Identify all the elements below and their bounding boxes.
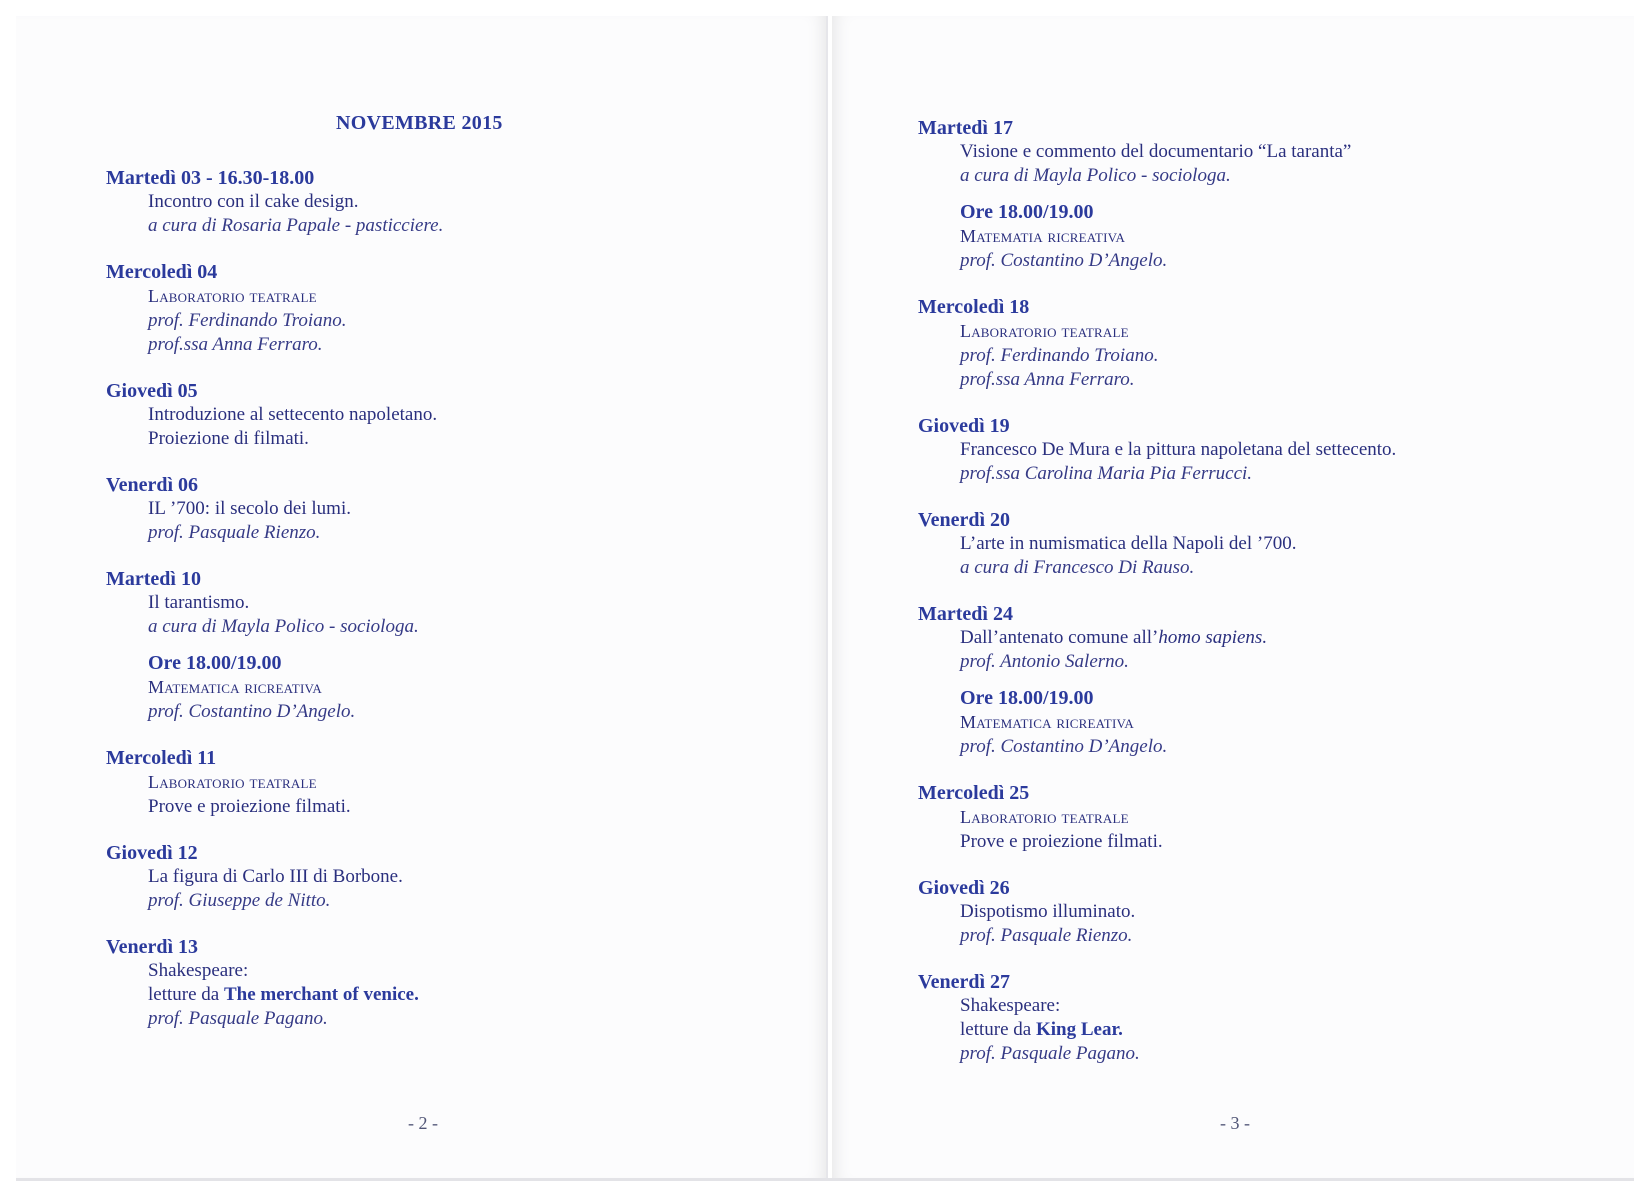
activity-name: Matematica ricreativa	[148, 677, 322, 697]
line-text: prof. Costantino D’Angelo.	[148, 701, 356, 722]
description-line	[918, 805, 1618, 830]
description-line	[106, 675, 806, 700]
entry-day: Giovedì 12	[106, 842, 198, 864]
line-text: Shakespeare:	[148, 960, 249, 981]
line-text: prof. Antonio Salerno.	[960, 651, 1129, 672]
line-text: Visione e commento del documentario “La taranta”	[960, 141, 1352, 162]
entry-day: Martedì 17	[918, 117, 1013, 139]
entry-day: Giovedì 26	[918, 877, 1010, 899]
description-line	[918, 140, 1618, 164]
presenter-line	[106, 615, 806, 639]
page-bottom-edge	[16, 1178, 1634, 1181]
presenter-line	[106, 521, 806, 545]
line-text: prof. Pasquale Pagano.	[148, 1008, 328, 1029]
presenter-line	[106, 889, 806, 913]
schedule-column-right	[918, 116, 1618, 1088]
line-text: Prove e proiezione filmati.	[148, 796, 351, 817]
page-left	[16, 16, 828, 1180]
line-text: L’arte in numismatica della Napoli del ’700.	[960, 533, 1297, 554]
schedule-entry	[918, 116, 1618, 273]
schedule-entry	[106, 166, 806, 238]
line-text: Francesco De Mura e la pittura napoletana del settecento.	[960, 439, 1397, 460]
line-text: prof. Costantino D’Angelo.	[960, 250, 1168, 271]
description-line	[106, 190, 806, 214]
line-text: prof. Pasquale Rienzo.	[960, 925, 1133, 946]
italic-term: homo sapiens.	[1158, 627, 1268, 648]
entry-day: Martedì 03 - 16.30-18.00	[106, 167, 315, 189]
activity-name: Laboratorio teatrale	[960, 321, 1129, 341]
entry-day: Venerdì 06	[106, 474, 199, 496]
line-text: prof. Pasquale Rienzo.	[148, 522, 321, 543]
schedule-entry	[918, 781, 1618, 854]
presenter-line	[918, 368, 1618, 392]
entry-day: Giovedì 05	[106, 380, 198, 402]
schedule-entry	[106, 746, 806, 819]
schedule-entry	[918, 970, 1618, 1066]
activity-name: Laboratorio teatrale	[148, 772, 317, 792]
presenter-line	[106, 1007, 806, 1031]
line-text: prof. Costantino D’Angelo.	[960, 736, 1168, 757]
schedule-entry	[106, 841, 806, 913]
description-line	[106, 770, 806, 795]
entry-day: Venerdì 20	[918, 509, 1011, 531]
entry-time: Ore 18.00/19.00	[960, 687, 1094, 709]
work-title: The merchant of venice.	[223, 984, 419, 1005]
description-line	[106, 795, 806, 819]
description-line	[918, 438, 1618, 462]
line-text: letture da	[148, 984, 224, 1005]
entry-day: Mercoledì 18	[918, 296, 1030, 318]
presenter-line	[106, 700, 806, 724]
description-line	[106, 959, 806, 983]
line-text: prof. Ferdinando Troiano.	[148, 310, 347, 331]
schedule-entry	[106, 567, 806, 724]
line-text: letture da	[960, 1019, 1036, 1040]
description-line	[106, 427, 806, 451]
description-line	[918, 626, 1618, 650]
description-line	[918, 830, 1618, 854]
description-line	[918, 224, 1618, 249]
description-line	[106, 983, 806, 1007]
description-line	[106, 591, 806, 615]
presenter-line	[918, 735, 1618, 759]
presenter-line	[918, 650, 1618, 674]
presenter-line	[918, 556, 1618, 580]
presenter-line	[918, 462, 1618, 486]
month-title: NOVEMBRE 2015	[336, 112, 503, 134]
line-text: a cura di Mayla Polico - sociologa.	[960, 165, 1231, 186]
work-title: King Lear.	[1035, 1019, 1123, 1040]
schedule-entry	[106, 473, 806, 545]
presenter-line	[106, 214, 806, 238]
page-number-left: - 2 -	[408, 1113, 438, 1133]
entry-day: Mercoledì 04	[106, 261, 218, 283]
entry-day: Venerdì 27	[918, 971, 1011, 993]
presenter-line	[918, 164, 1618, 188]
activity-name: Matematica ricreativa	[960, 712, 1134, 732]
schedule-entry	[106, 379, 806, 451]
schedule-entry	[918, 876, 1618, 948]
line-text: Incontro con il cake design.	[148, 191, 359, 212]
description-line	[918, 710, 1618, 735]
presenter-line	[918, 924, 1618, 948]
entry-day: Mercoledì 25	[918, 782, 1030, 804]
line-text: prof. Ferdinando Troiano.	[960, 345, 1159, 366]
activity-name: Laboratorio teatrale	[148, 286, 317, 306]
description-line	[106, 497, 806, 521]
line-text: prof. Pasquale Pagano.	[960, 1043, 1140, 1064]
entry-day: Venerdì 13	[106, 936, 199, 958]
line-text: Proiezione di filmati.	[148, 428, 309, 449]
presenter-line	[918, 1042, 1618, 1066]
entry-time: Ore 18.00/19.00	[960, 201, 1094, 223]
schedule-entry	[918, 414, 1618, 486]
activity-name: Laboratorio teatrale	[960, 807, 1129, 827]
presenter-line	[918, 344, 1618, 368]
line-text: Introduzione al settecento napoletano.	[148, 404, 438, 425]
description-line	[918, 1018, 1618, 1042]
entry-day: Mercoledì 11	[106, 747, 217, 769]
presenter-line	[106, 333, 806, 357]
description-line	[106, 284, 806, 309]
line-text: prof.ssa Anna Ferraro.	[148, 334, 323, 355]
description-line	[918, 532, 1618, 556]
entry-day: Martedì 24	[918, 603, 1013, 625]
line-text: a cura di Rosaria Papale - pasticciere.	[148, 215, 444, 236]
line-text: La figura di Carlo III di Borbone.	[148, 866, 403, 887]
line-text: Shakespeare:	[960, 995, 1061, 1016]
line-text: prof.ssa Anna Ferraro.	[960, 369, 1135, 390]
schedule-entry	[918, 602, 1618, 759]
entry-day: Martedì 10	[106, 568, 201, 590]
entry-day: Giovedì 19	[918, 415, 1010, 437]
schedule-entry	[918, 295, 1618, 392]
activity-name: Matematia ricreativa	[960, 226, 1126, 246]
description-line	[918, 994, 1618, 1018]
presenter-line	[106, 309, 806, 333]
line-text: Dall’antenato comune all’	[960, 627, 1159, 648]
line-text: prof.ssa Carolina Maria Pia Ferrucci.	[960, 463, 1253, 484]
description-line	[918, 319, 1618, 344]
description-line	[106, 403, 806, 427]
description-line	[106, 865, 806, 889]
line-text: prof. Giuseppe de Nitto.	[148, 890, 331, 911]
description-line	[918, 900, 1618, 924]
schedule-entry	[918, 508, 1618, 580]
page-number-right: - 3 -	[1220, 1113, 1250, 1133]
schedule-column-left	[106, 166, 806, 1053]
line-text: Prove e proiezione filmati.	[960, 831, 1163, 852]
presenter-line	[918, 249, 1618, 273]
line-text: IL ’700: il secolo dei lumi.	[148, 498, 351, 519]
line-text: a cura di Francesco Di Rauso.	[960, 557, 1195, 578]
line-text: Dispotismo illuminato.	[960, 901, 1136, 922]
schedule-entry	[106, 260, 806, 357]
line-text: Il tarantismo.	[148, 592, 250, 613]
schedule-entry	[106, 935, 806, 1031]
entry-time: Ore 18.00/19.00	[148, 652, 282, 674]
page-right	[832, 16, 1634, 1180]
line-text: a cura di Mayla Polico - sociologa.	[148, 616, 419, 637]
